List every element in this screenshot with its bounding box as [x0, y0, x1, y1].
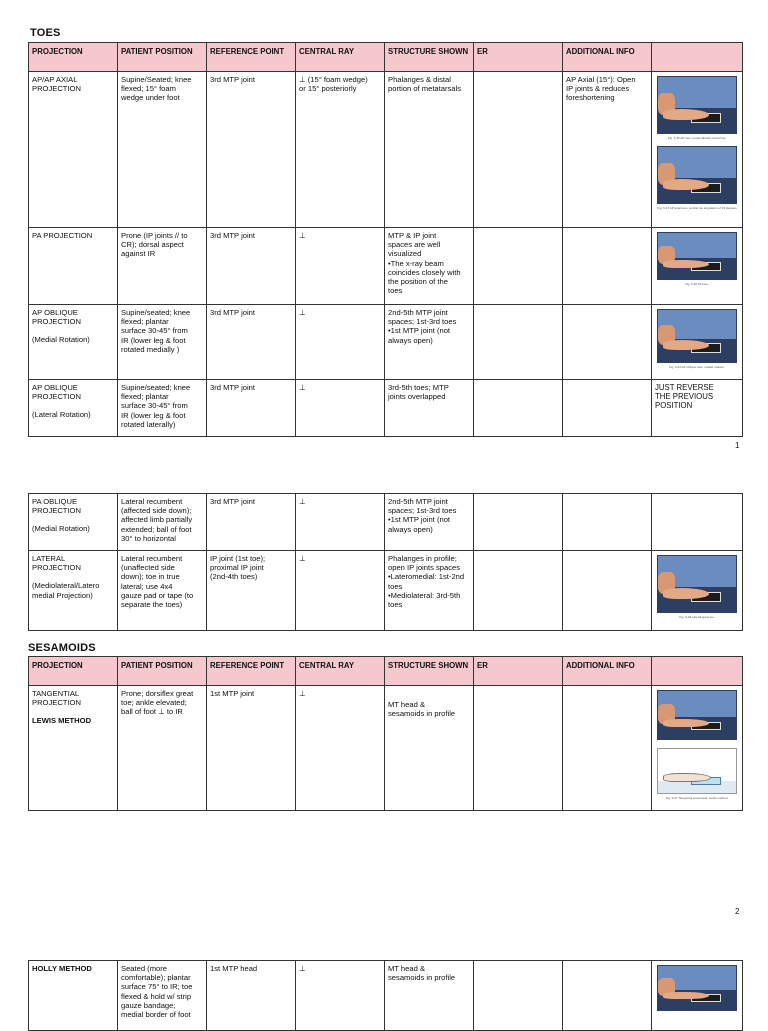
reference-point-cell: 3rd MTP joint [207, 72, 296, 228]
structure-cell: MT head & sesamoids in profile [385, 961, 474, 1031]
reference-point-cell: 3rd MTP joint [207, 380, 296, 437]
structure-cell: 2nd-5th MTP joint spaces; 1st-3rd toes •1st MTP joint (not always open) [385, 305, 474, 380]
header-image [652, 657, 743, 686]
projection-cell: AP/AP AXIAL PROJECTION [29, 72, 118, 228]
figure-caption: Fig. 6-27 Tangential sesamoids, Lewis method. [665, 796, 729, 800]
central-ray-cell: ⊥ [296, 380, 385, 437]
structure-cell: 2nd-5th MTP joint spaces; 1st-3rd toes •1st MTP joint (not always open) [385, 494, 474, 551]
additional-info-cell [563, 551, 652, 631]
er-cell [474, 494, 563, 551]
projection-cell: AP OBLIQUE PROJECTION (Medial Rotation) [29, 305, 118, 380]
section-title-toes: TOES [30, 27, 61, 39]
table-row [29, 961, 743, 1031]
header-projection: PROJECTION [29, 43, 118, 72]
figure-caption: Fig. 6-17 AP axial toes, central ray angulation of 15 degrees [657, 206, 737, 210]
projection-cell: TANGENTIAL PROJECTION LEWIS METHOD [29, 686, 118, 811]
central-ray-cell: ⊥ (15° foam wedge) or 15° posteriorly [296, 72, 385, 228]
figure-caption: Fig. 6-26 Lateral great toe. [679, 615, 715, 619]
table-row [29, 494, 743, 551]
additional-info-cell [563, 305, 652, 380]
header-reference-point: REFERENCE POINT [207, 43, 296, 72]
positioning-diagram [657, 748, 737, 794]
central-ray-cell: ⊥ [296, 686, 385, 811]
additional-info-cell: AP Axial (15°): Open IP joints & reduces foreshortening [563, 72, 652, 228]
patient-position-cell: Prone (IP joints // to CR); dorsal aspect against IR [118, 228, 207, 305]
xray-position-photo [657, 232, 737, 280]
image-cell [652, 72, 743, 228]
central-ray-cell: ⊥ [296, 305, 385, 380]
header-additional-info: ADDITIONAL INFO [563, 43, 652, 72]
note-cell: JUST REVERSE THE PREVIOUS POSITION [652, 380, 743, 437]
patient-position-cell: Seated (more comfortable); plantar surface 75° to IR; toe flexed & hold w/ strip gauze bandage; medial border of foot [118, 961, 207, 1031]
patient-position-cell: Supine/seated; knee flexed; plantar surface 30-45° from IR (lower leg & foot rotated laterally) [118, 380, 207, 437]
section-title-sesamoids: SESAMOIDS [28, 642, 96, 654]
header-additional-info: ADDITIONAL INFO [563, 657, 652, 686]
header-projection: PROJECTION [29, 657, 118, 686]
er-cell [474, 305, 563, 380]
central-ray-cell: ⊥ [296, 551, 385, 631]
sesamoids-table [28, 656, 743, 811]
additional-info-cell [563, 228, 652, 305]
additional-info-cell [563, 380, 652, 437]
table-row [29, 72, 743, 228]
table-row [29, 686, 743, 811]
projection-cell: PA OBLIQUE PROJECTION (Medial Rotation) [29, 494, 118, 551]
image-cell [652, 686, 743, 811]
additional-info-cell [563, 961, 652, 1031]
header-reference-point: REFERENCE POINT [207, 657, 296, 686]
reference-point-cell: 3rd MTP joint [207, 494, 296, 551]
er-cell [474, 228, 563, 305]
table-row [29, 551, 743, 631]
structure-cell: MTP & IP joint spaces are well visualized •The x-ray beam coincides closely with the position of the toes [385, 228, 474, 305]
er-cell [474, 961, 563, 1031]
header-image [652, 43, 743, 72]
patient-position-cell: Lateral recumbent (unaffected side down); toe in true lateral; use 4x4 gauze pad or tape (to separate the toes) [118, 551, 207, 631]
er-cell [474, 686, 563, 811]
reference-point-cell: 1st MTP joint [207, 686, 296, 811]
projection-cell: LATERAL PROJECTION (Mediolateral/Latero medial Projection) [29, 551, 118, 631]
header-row [29, 657, 743, 686]
reference-point-cell: 3rd MTP joint [207, 228, 296, 305]
page-number: 1 [735, 441, 740, 450]
central-ray-cell: ⊥ [296, 228, 385, 305]
projection-cell: AP OBLIQUE PROJECTION (Lateral Rotation) [29, 380, 118, 437]
xray-position-photo [657, 965, 737, 1011]
projection-cell: HOLLY METHOD [29, 961, 118, 1031]
image-cell [652, 961, 743, 1031]
additional-info-cell [563, 686, 652, 811]
header-er: ER [474, 657, 563, 686]
toes-table [28, 42, 743, 437]
xray-position-photo [657, 76, 737, 134]
table-row [29, 305, 743, 380]
image-cell [652, 551, 743, 631]
figure-caption: Fig. 6-22 AP oblique toes, medial rotation. [669, 365, 725, 369]
header-er: ER [474, 43, 563, 72]
structure-cell: 3rd-5th toes; MTP joints overlapped [385, 380, 474, 437]
xray-position-photo [657, 690, 737, 740]
header-row [29, 43, 743, 72]
central-ray-cell: ⊥ [296, 494, 385, 551]
header-patient-position: PATIENT POSITION [118, 43, 207, 72]
patient-position-cell: Supine/Seated; knee flexed; 15° foam wedge under foot [118, 72, 207, 228]
er-cell [474, 551, 563, 631]
reference-point-cell: 3rd MTP joint [207, 305, 296, 380]
page-number: 2 [735, 907, 740, 916]
toes-table-continued [28, 493, 743, 631]
patient-position-cell: Lateral recumbent (affected side down); affected limb partially extended; ball of foot 30° to horizontal [118, 494, 207, 551]
header-patient-position: PATIENT POSITION [118, 657, 207, 686]
header-structure-shown: STRUCTURE SHOWN [385, 657, 474, 686]
image-cell [652, 228, 743, 305]
image-cell [652, 305, 743, 380]
image-cell [652, 494, 743, 551]
header-structure-shown: STRUCTURE SHOWN [385, 43, 474, 72]
projection-cell: PA PROJECTION [29, 228, 118, 305]
central-ray-cell: ⊥ [296, 961, 385, 1031]
structure-cell: Phalanges in profile; open IP joints spaces •Lateromedial: 1st-2nd toes •Mediolateral: 3rd-5th toes [385, 551, 474, 631]
er-cell [474, 72, 563, 228]
reference-point-cell: 1st MTP head [207, 961, 296, 1031]
figure-caption: Fig. 6-16 AP toes, perpendicular central ray. [667, 136, 727, 140]
table-row [29, 380, 743, 437]
sesamoids-table-continued [28, 960, 743, 1031]
additional-info-cell [563, 494, 652, 551]
header-central-ray: CENTRAL RAY [296, 657, 385, 686]
table-row [29, 228, 743, 305]
structure-cell: Phalanges & distal portion of metatarsals [385, 72, 474, 228]
xray-position-photo [657, 555, 737, 613]
header-central-ray: CENTRAL RAY [296, 43, 385, 72]
xray-position-photo [657, 146, 737, 204]
structure-cell: MT head & sesamoids in profile [385, 686, 474, 811]
patient-position-cell: Prone; dorsiflex great toe; ankle elevated; ball of foot ⊥ to IR [118, 686, 207, 811]
er-cell [474, 380, 563, 437]
patient-position-cell: Supine/seated; knee flexed; plantar surface 30-45° from IR (lower leg & foot rotated medially ) [118, 305, 207, 380]
reference-point-cell: IP joint (1st toe); proximal IP joint (2nd-4th toes) [207, 551, 296, 631]
figure-caption: Fig. 6-20 PA toes. [685, 282, 709, 286]
xray-position-photo [657, 309, 737, 363]
